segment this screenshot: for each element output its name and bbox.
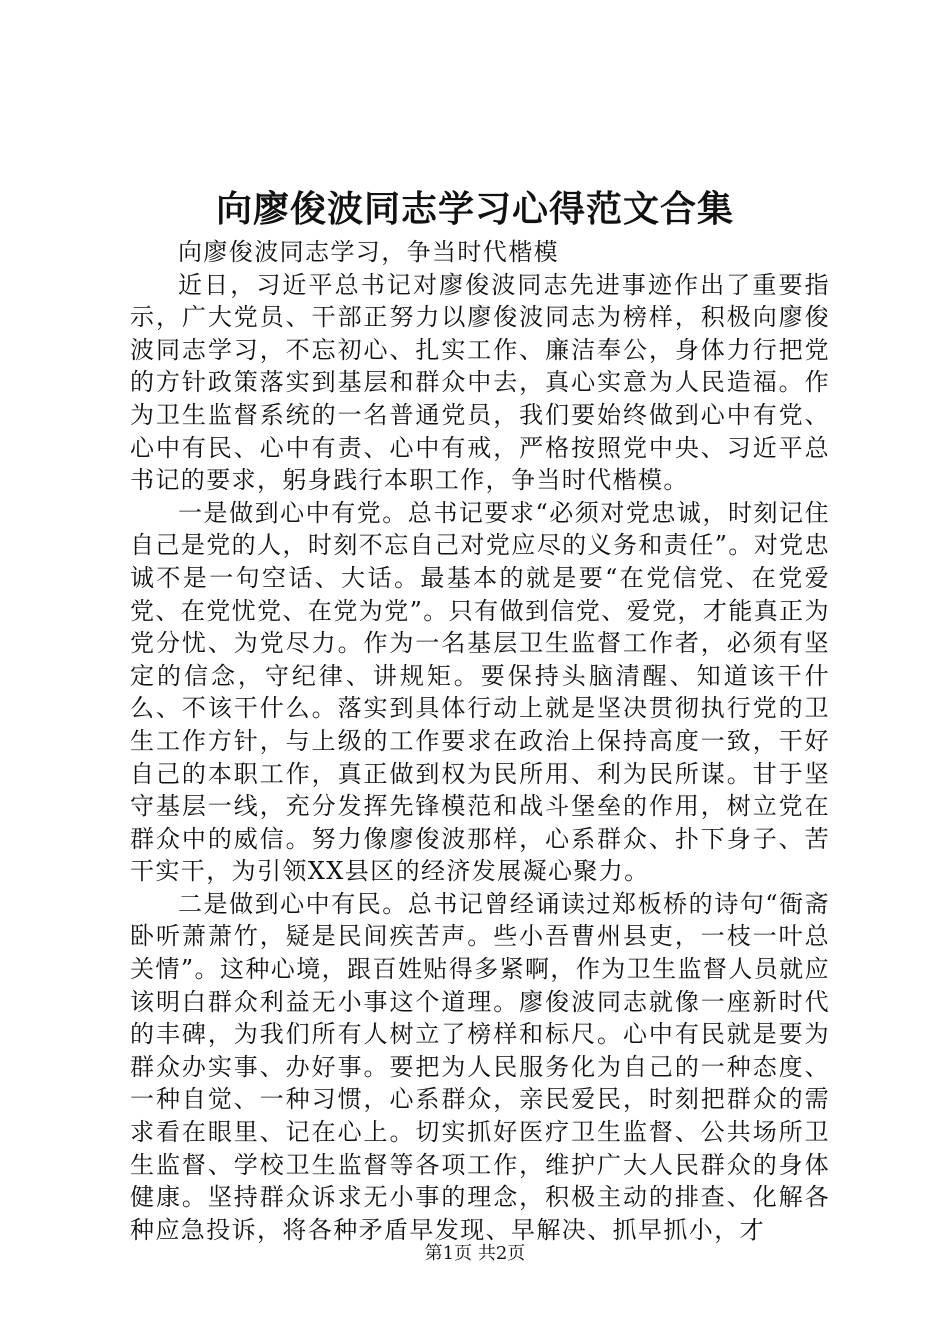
paragraph-intro: 近日，习近平总书记对廖俊波同志先进事迹作出了重要指示，广大党员、干部正努力以廖俊波同志为榜样，积极向廖俊波同志学习，不忘初心、扎实工作、廉洁奉公，身体力行把党的方针政策落实到基层和群众中去，真心实意为人民造福。作为卫生监督系统的一名普通党员，我们要始终做到心中有党、心中有民、心中有责、心中有戒，严格按照党中央、习近平总书记的要求，躬身践行本职工作，争当时代楷模。 bbox=[130, 270, 830, 495]
paragraph-point-two: 二是做到心中有民。总书记曾经诵读过郑板桥的诗句“衙斋卧听萧萧竹，疑是民间疾苦声。些小吾曹州县吏，一枝一叶总关情”。这种心境，跟百姓贴得多紧啊，作为卫生监督人员就应该明白群众利益无小事这个道理。廖俊波同志就像一座新时代的丰碑，为我们所有人树立了榜样和标尺。心中有民就是要为群众办实事、办好事。要把为人民服务化为自己的一种态度、一种自觉、一种习惯，心系群众，亲民爱民，时刻把群众的需求看在眼里、记在心上。切实抓好医疗卫生监督、公共场所卫生监督、学校卫生监督等各项工作，维护广大人民群众的身体健康。坚持群众诉求无小事的理念，积极主动的排查、化解各种应急投诉，将各种矛盾早发现、早解决、抓早抓小，才 bbox=[130, 889, 830, 1244]
document-title: 向廖俊波同志学习心得范文合集 bbox=[215, 188, 734, 230]
document-body bbox=[130, 236, 830, 1246]
page-footer: 第1页 共2页 bbox=[424, 1243, 526, 1264]
paragraph-subtitle: 向廖俊波同志学习，争当时代楷模 bbox=[178, 238, 559, 266]
paragraph-point-one: 一是做到心中有党。总书记要求“必须对党忠诚，时刻记住自己是党的人，时刻不忘自己对党应尽的义务和责任”。对党忠诚不是一句空话、大话。最基本的就是要“在党信党、在党爱党、在党忧党、在党为党”。只有做到信党、爱党，才能真正为党分忧、为党尽力。作为一名基层卫生监督工作者，必须有坚定的信念，守纪律、讲规矩。要保持头脑清醒、知道该干什么、不该干什么。落实到具体行动上就是坚决贯彻执行党的卫生工作方针，与上级的工作要求在政治上保持高度一致，干好自己的本职工作，真正做到权为民所用、利为民所谋。甘于坚守基层一线，充分发挥先锋模范和战斗堡垒的作用，树立党在群众中的威信。努力像廖俊波那样，心系群众、扑下身子、苦干实干，为引领XX县区的经济发展凝心聚力。 bbox=[130, 498, 830, 886]
